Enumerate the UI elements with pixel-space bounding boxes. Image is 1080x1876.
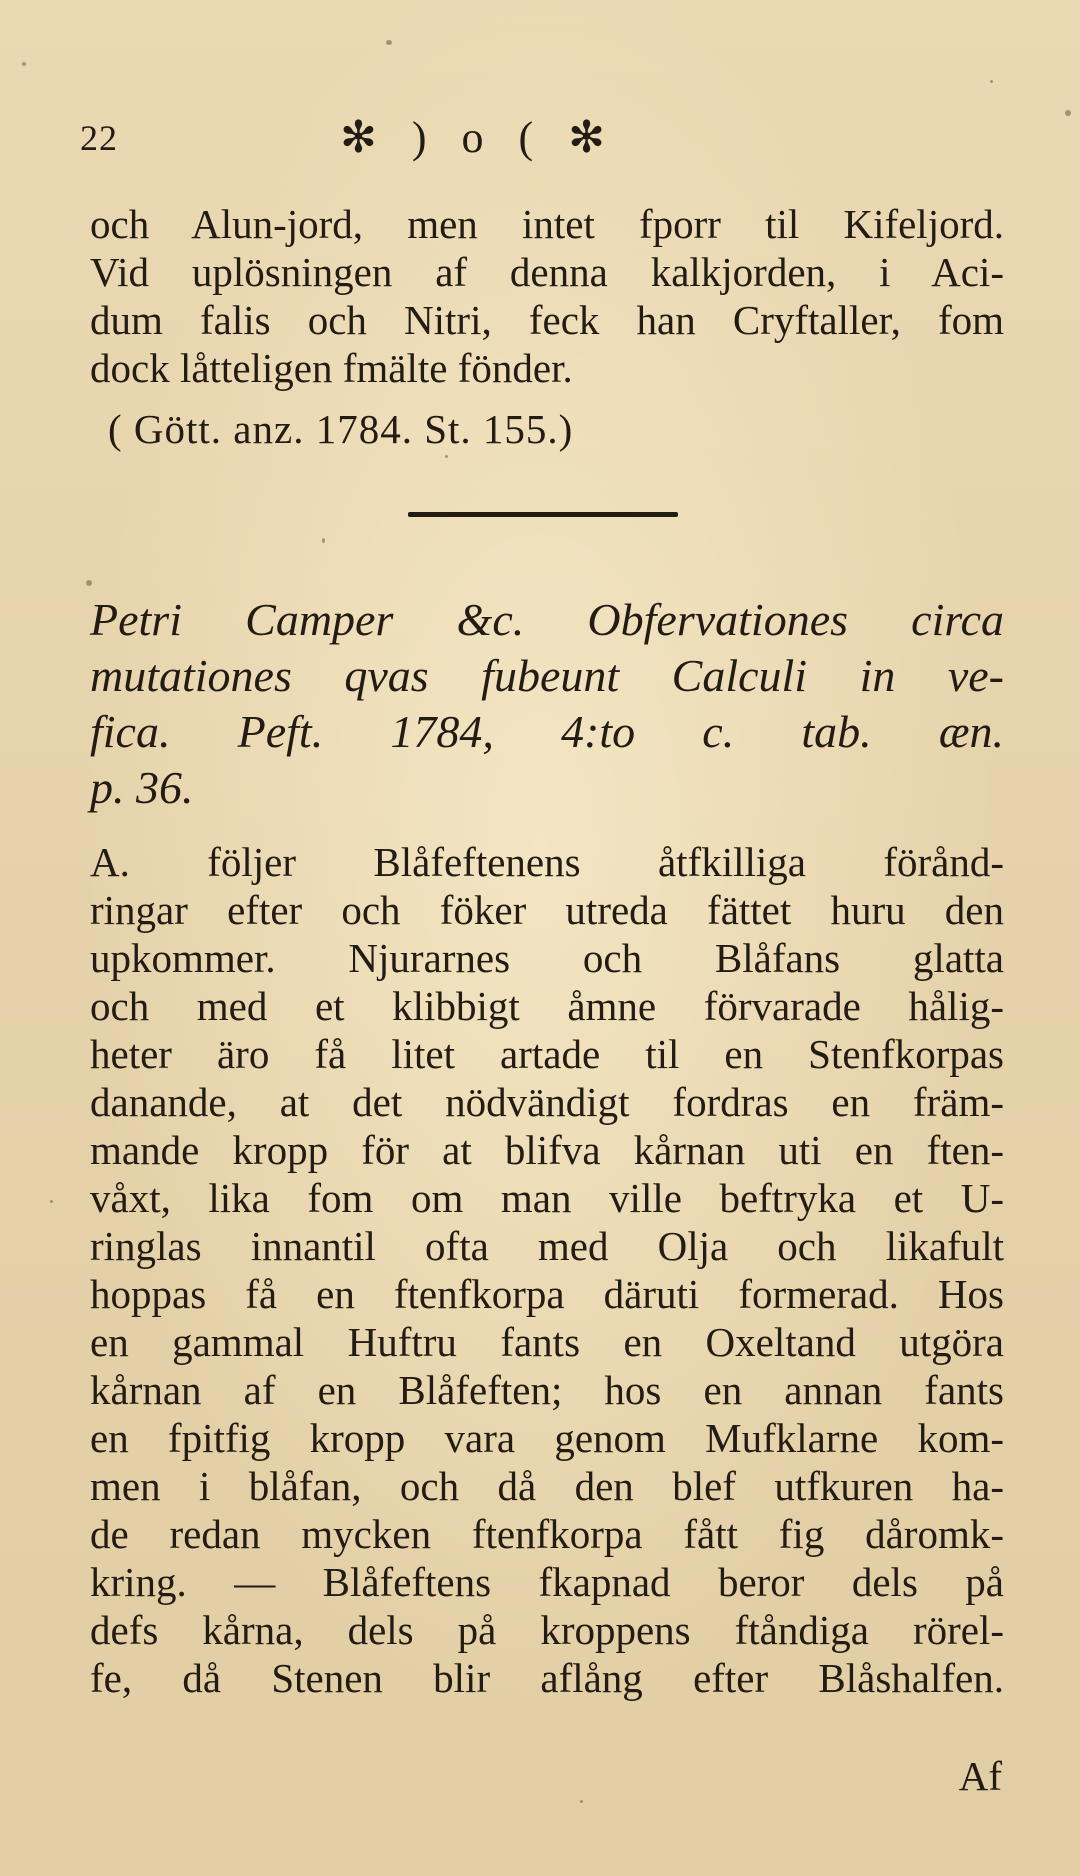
text-line: men i blåfan, och då den blef utfkuren ha- (90, 1463, 1004, 1509)
text-line: en fpitfig kropp vara genom Mufklarne kom- (90, 1415, 1004, 1461)
text-line: ringlas innantil ofta med Olja och likafult (90, 1223, 1004, 1269)
title-line: mutationes qvas fubeunt Calculi in ve- (90, 650, 1004, 701)
text-line: defs kårna, dels på kroppens ftåndiga rörel- (90, 1607, 1004, 1653)
title-line: Petri Camper &c. Obfervationes circa (90, 594, 1004, 645)
paper-speck (580, 1800, 583, 1803)
page-number: 22 (80, 118, 118, 158)
text-line: danande, at det nödvändigt fordras en främ- (90, 1079, 1004, 1125)
continuation-paragraph (90, 200, 1004, 392)
paper-speck (1065, 110, 1071, 116)
page-header (80, 112, 1000, 164)
text-line: våxt, lika fom om man ville beftryka et U- (90, 1175, 1004, 1221)
text-line: kårnan af en Blåfeften; hos en annan fants (90, 1367, 1004, 1413)
text-line: upkommer. Njurarnes och Blåfans glatta (90, 935, 1004, 981)
paper-speck (22, 62, 26, 66)
paper-speck (445, 455, 448, 458)
running-head: ✻ ) o ( ✻ (340, 113, 618, 162)
text-line: Vid uplösningen af denna kalkjorden, i Aci- (90, 249, 1004, 295)
entry-title (90, 592, 1004, 816)
text-line: de redan mycken ftenfkorpa fått fig dåromk- (90, 1511, 1004, 1557)
text-line: och Alun-jord, men intet fporr til Kifeljord. (90, 201, 1004, 247)
text-line: fe, då Stenen blir aflång efter Blåshalfen. (90, 1655, 1004, 1701)
section-divider (408, 512, 678, 517)
text-line: heter äro få litet artade til en Stenfkorpas (90, 1031, 1004, 1077)
paper-speck (86, 580, 92, 586)
paper-speck (990, 80, 993, 83)
text-line: en gammal Huftru fants en Oxeltand utgöra (90, 1319, 1004, 1365)
text-line: hoppas få en ftenfkorpa däruti formerad. Hos (90, 1271, 1004, 1317)
paper-speck (50, 1200, 53, 1203)
text-line: kring. — Blåfeftens fkapnad beror dels på (90, 1559, 1004, 1605)
catchword: Af (958, 1753, 1002, 1799)
text-line: och med et klibbigt åmne förvarade hålig- (90, 983, 1004, 1029)
title-line: fica. Peft. 1784, 4:to c. tab. æn. (90, 706, 1004, 757)
entry-body (90, 838, 1004, 1702)
text-line: dock låtteligen fmälte fönder. (90, 345, 573, 391)
text-line: dum falis och Nitri, feck han Cryftaller, fom (90, 297, 1004, 343)
source-citation: ( Gött. anz. 1784. St. 155.) (108, 406, 574, 452)
text-line: mande kropp för at blifva kårnan uti en ften- (90, 1127, 1004, 1173)
text-line: A. följer Blåfeftenens åtfkilliga förånd- (90, 839, 1004, 885)
title-line: p. 36. (90, 762, 194, 813)
text-line: ringar efter och föker utreda fättet huru den (90, 887, 1004, 933)
paper-speck (386, 40, 392, 45)
paper-speck (322, 538, 325, 543)
